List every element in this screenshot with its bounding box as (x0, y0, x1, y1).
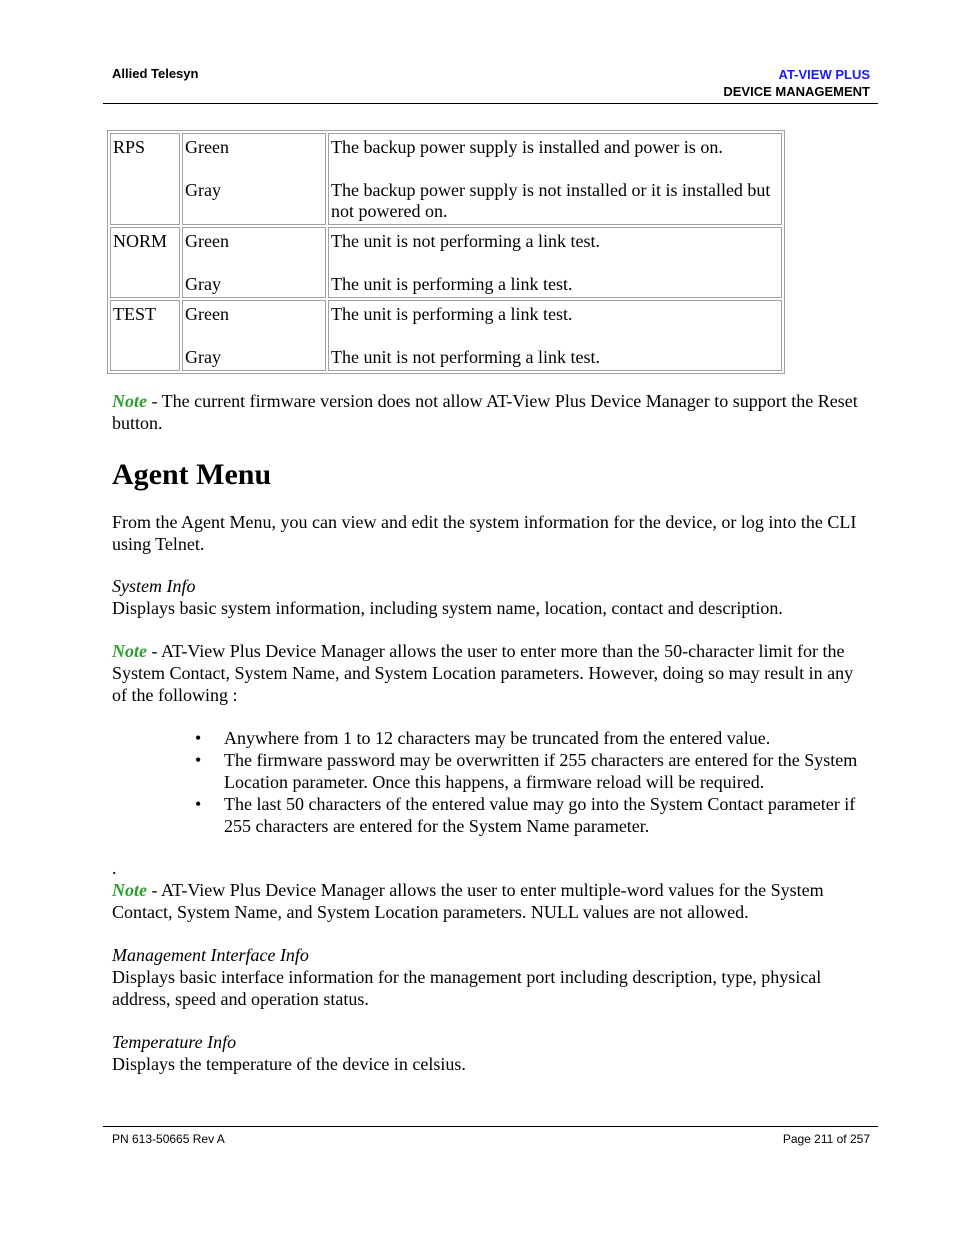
system-info-description: Displays basic system information, including system name, location, contact and description. (112, 598, 783, 618)
intro-paragraph: From the Agent Menu, you can view and edit the system information for the device, or log into the CLI using Telnet. (112, 512, 857, 554)
led-states (182, 300, 326, 371)
led-name: TEST (110, 300, 180, 371)
footer-part-number: PN 613-50665 Rev A (112, 1132, 225, 1146)
led-status-table (107, 130, 785, 374)
header-company: Allied Telesyn (112, 66, 199, 81)
led-name: NORM (110, 227, 180, 298)
multi-word-note: Note - AT-View Plus Device Manager allows the user to enter multiple-word values for the System Contact, System Name, and System Location parameters. NULL values are not allowed. (112, 880, 824, 922)
header-section: DEVICE MANAGEMENT (723, 84, 870, 99)
led-description: The unit is not performing a link test. (331, 231, 600, 251)
led-description: The unit is performing a link test. (331, 274, 573, 294)
consequence-list (112, 727, 872, 837)
list-item: • The firmware password may be overwritten if 255 characters are entered for the System Location parameter. Once this happens, a firmware reload will be required. (168, 749, 872, 793)
led-states (182, 227, 326, 298)
table-row (110, 300, 782, 371)
header-divider (103, 103, 878, 104)
led-descriptions (328, 300, 782, 371)
note-label: Note (112, 641, 147, 661)
led-name: RPS (110, 133, 180, 225)
body-content (112, 390, 872, 1075)
character-limit-note: Note - AT-View Plus Device Manager allows the user to enter more than the 50-character limit for the System Contact, System Name, and System Location parameters. However, doing so may result in any of the following : (112, 641, 854, 705)
table-row (110, 227, 782, 298)
footer-divider (103, 1126, 878, 1127)
table-row (110, 133, 782, 225)
section-heading: Agent Menu (112, 458, 272, 491)
led-state: Green (185, 137, 229, 157)
led-description: The unit is performing a link test. (331, 304, 573, 324)
subheading-management-interface-info: Management Interface Info (112, 945, 309, 965)
led-description: The unit is not performing a link test. (331, 347, 600, 367)
list-item: • Anywhere from 1 to 12 characters may be truncated from the entered value. (168, 727, 872, 749)
led-state: Gray (185, 274, 221, 294)
led-description: The backup power supply is installed and power is on. (331, 137, 723, 157)
temperature-description: Displays the temperature of the device in celsius. (112, 1054, 466, 1074)
led-state: Green (185, 231, 229, 251)
led-descriptions (328, 133, 782, 225)
reset-note: Note - The current firmware version does not allow AT-View Plus Device Manager to support the Reset button. (112, 391, 858, 433)
subheading-temperature-info: Temperature Info (112, 1032, 237, 1052)
led-state: Green (185, 304, 229, 324)
management-interface-description: Displays basic interface information for the management port including description, type, physical address, speed and operation status. (112, 967, 822, 1009)
note-label: Note (112, 880, 147, 900)
note-label: Note (112, 391, 147, 411)
header-right (723, 66, 870, 100)
led-state: Gray (185, 347, 221, 367)
header-product: AT-VIEW PLUS (778, 67, 870, 82)
list-item: • The last 50 characters of the entered value may go into the System Contact parameter if 255 characters are entered for the System Name parameter. (168, 793, 872, 837)
footer-page-number: Page 211 of 257 (782, 1132, 870, 1146)
stray-period: . (112, 858, 117, 878)
led-states (182, 133, 326, 225)
led-description: The backup power supply is not installed or it is installed but not powered on. (331, 180, 771, 221)
led-state: Gray (185, 180, 221, 200)
led-descriptions (328, 227, 782, 298)
subheading-system-info: System Info (112, 576, 196, 596)
